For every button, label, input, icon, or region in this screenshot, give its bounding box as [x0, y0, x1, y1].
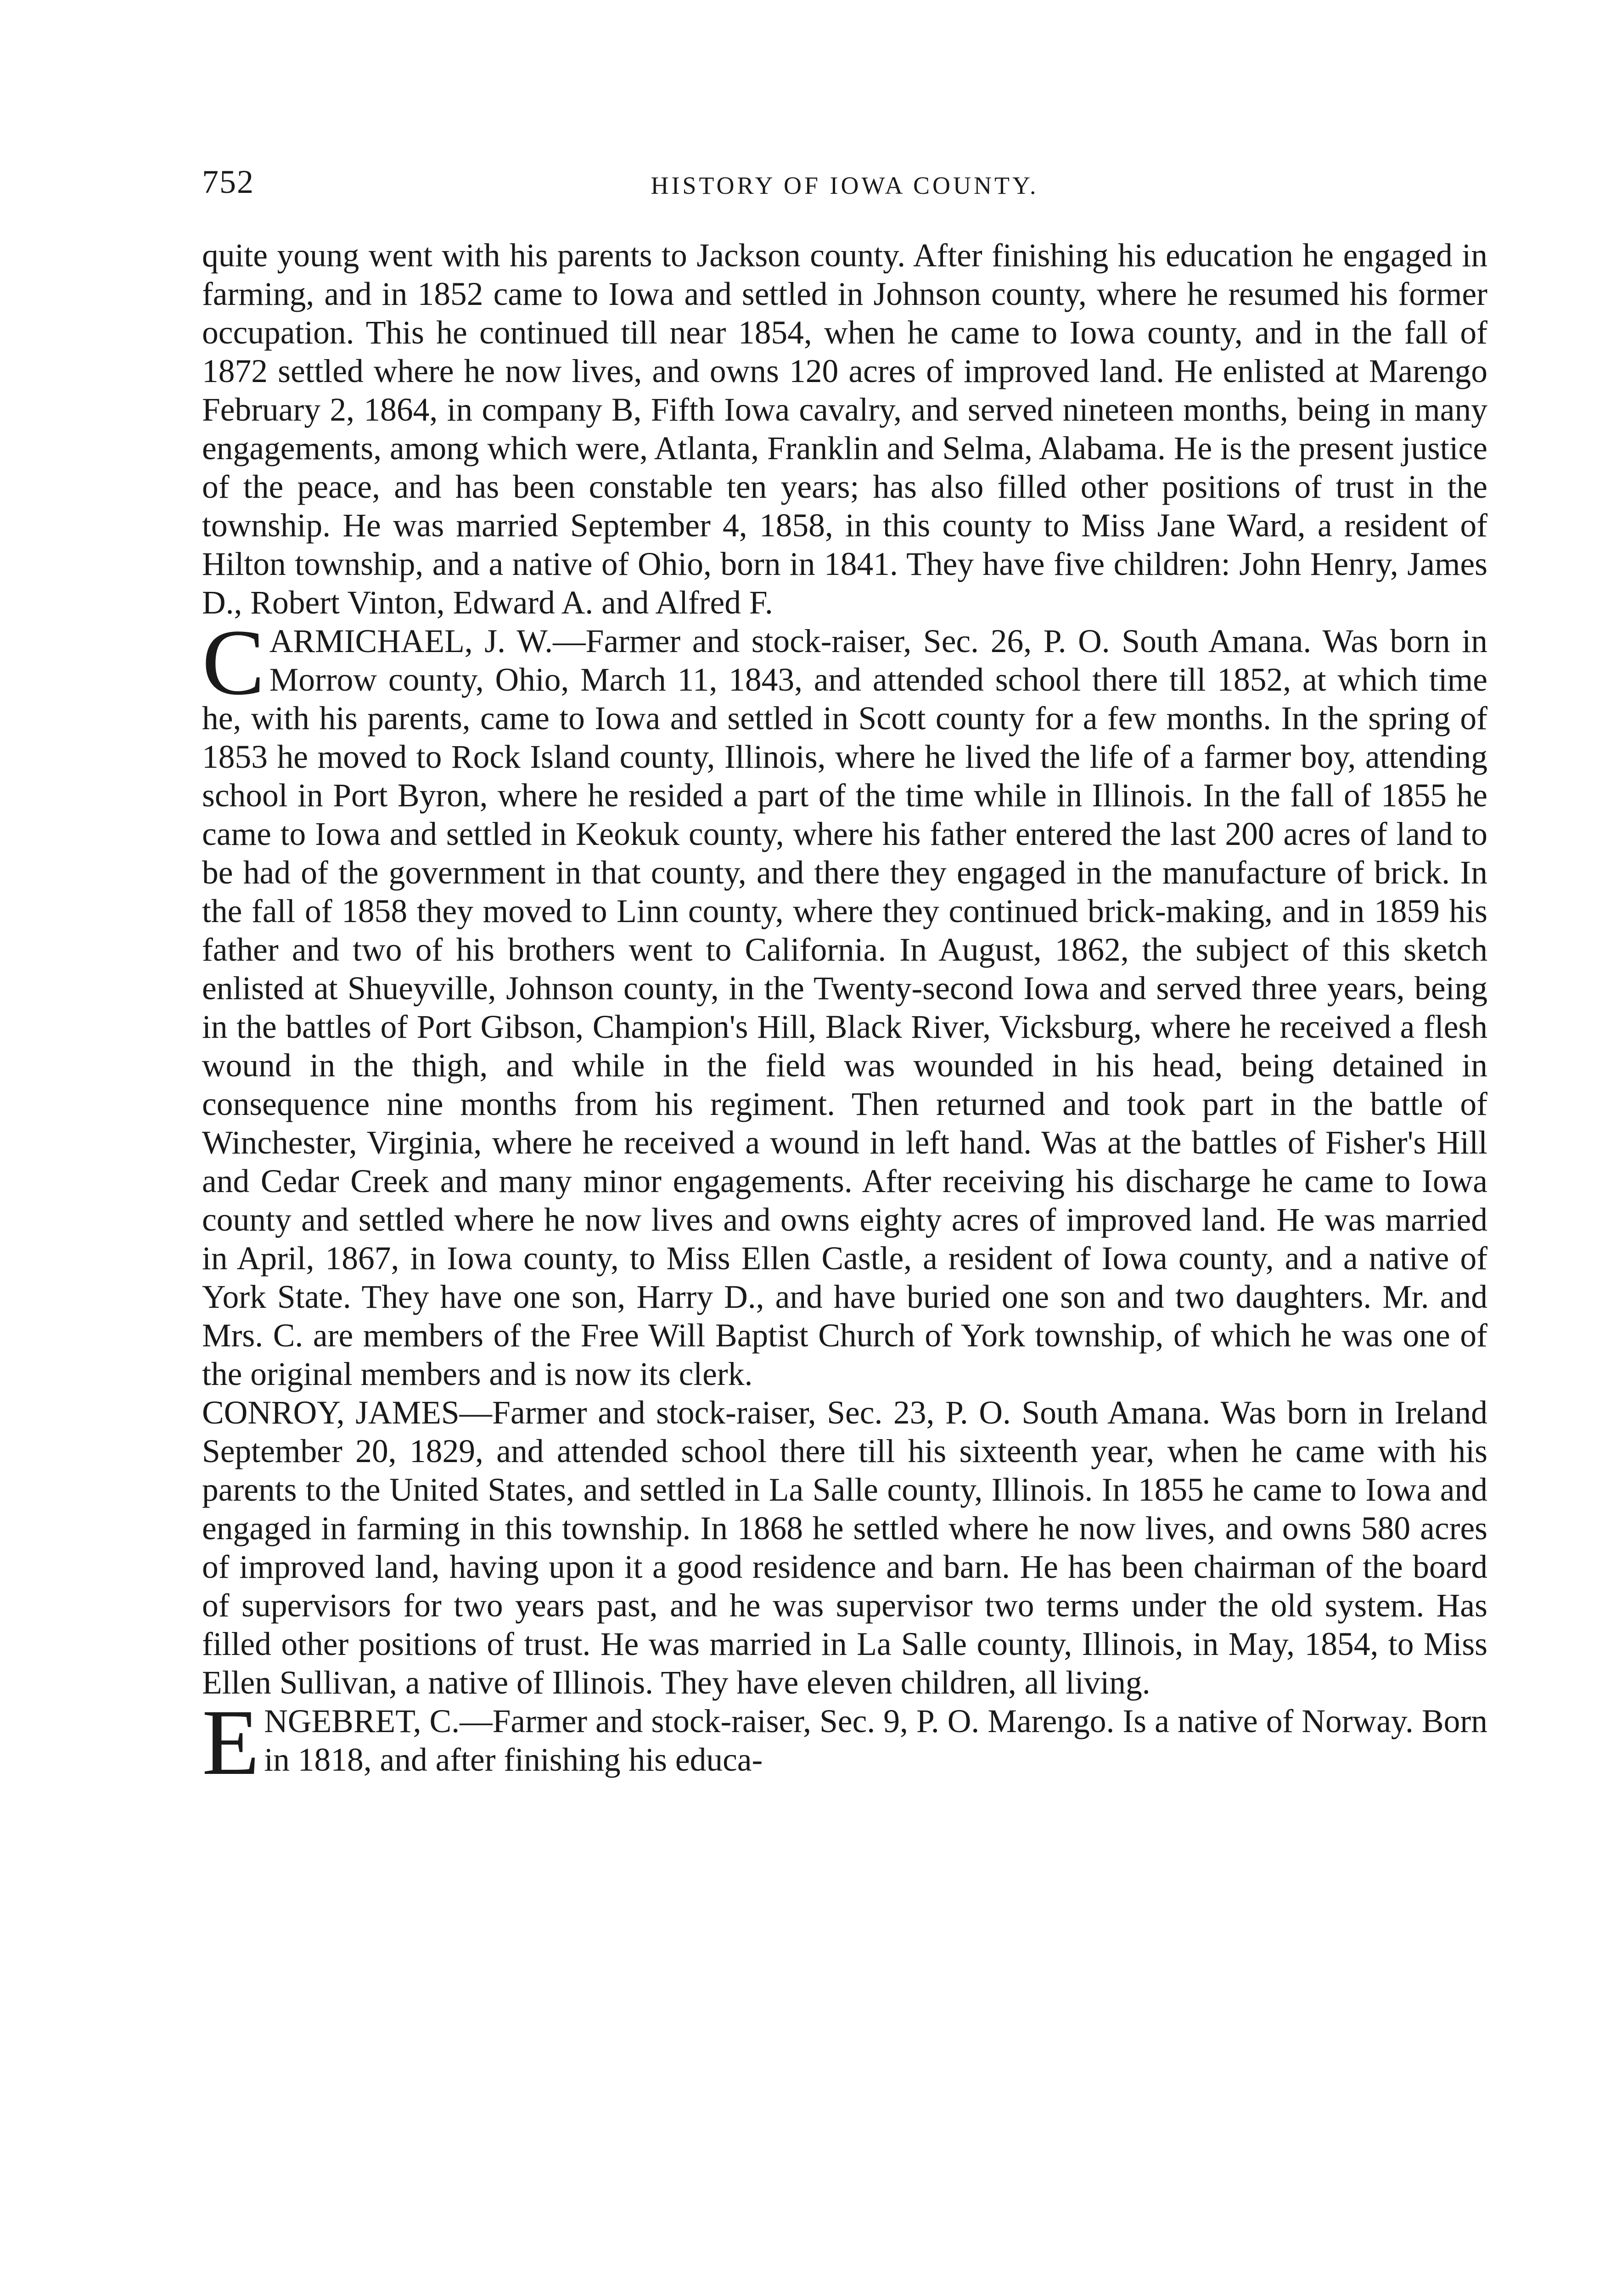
drop-cap-letter: C	[202, 610, 265, 715]
continuation-paragraph: quite young went with his parents to Jackson county. After finishing his education he engaged in farming, and in 1852 came to Iowa and settled in Johnson county, where he resumed his former occupation. This he continued till near 1854, when he came to Iowa county, and in the fall of 1872 settled where he now lives, and owns 120 acres of improved land. He enlisted at Marengo February 2, 1864, in company B, Fifth Iowa cavalry, and served nineteen months, being in many engagements, among which were, Atlanta, Franklin and Selma, Alabama. He is the present justice of the peace, and has been constable ten years; has also filled other positions of trust in the township. He was married September 4, 1858, in this county to Miss Jane Ward, a resident of Hilton township, and a native of Ohio, born in 1841. They have five children: John Henry, James D., Robert Vinton, Edward A. and Alfred F.	[202, 237, 1487, 621]
entry-text: NGEBRET, C.—Farmer and stock-raiser, Sec. 9, P. O. Marengo. Is a native of Norway. Born in 1818, and after finishing his educa-	[264, 1703, 1487, 1778]
page-number: 752	[202, 163, 254, 200]
book-page	[202, 163, 1487, 1795]
entry-text: CONROY, JAMES—Farmer and stock-raiser, Sec. 23, P. O. South Amana. Was born in Ireland September 20, 1829, and attended school there till his sixteenth year, when he came with his parents to the United States, and settled in La Salle county, Illinois. In 1855 he came to Iowa and engaged in farming in this township. In 1868 he settled where he now lives, and owns 580 acres of improved land, having upon it a good residence and barn. He has been chairman of the board of supervisors for two years past, and he was supervisor two terms under the old system. Has filled other positions of trust. He was married in La Salle county, Illinois, in May, 1854, to Miss Ellen Sullivan, a native of Illinois. They have eleven children, all living.	[202, 1395, 1487, 1701]
entry-carmichael	[202, 610, 1487, 1394]
entry-engebret	[202, 1690, 1487, 1795]
drop-cap-letter: E	[202, 1690, 260, 1795]
page-header	[202, 163, 1487, 218]
body-text	[202, 236, 1487, 1795]
entry-conroy	[202, 1394, 1487, 1702]
entry-text: ARMICHAEL, J. W.—Farmer and stock-raiser, Sec. 26, P. O. South Amana. Was born in Morrow county, Ohio, March 11, 1843, and attended school there till 1852, at which time he, with his parents, came to Iowa and settled in Scott county for a few months. In the spring of 1853 he moved to Rock Island county, Illinois, where he lived the life of a farmer boy, attending school in Port Byron, where he resided a part of the time while in Illinois. In the fall of 1855 he came to Iowa and settled in Keokuk county, where his father entered the last 200 acres of land to be had of the government in that county, and there they engaged in the manufacture of brick. In the fall of 1858 they moved to Linn county, where they continued brick-making, and in 1859 his father and two of his brothers went to California. In August, 1862, the subject of this sketch enlisted at Shueyville, Johnson county, in the Twenty-second Iowa and served three years, being in the battles of Port Gibson, Champion's Hill, Black River, Vicksburg, where he received a flesh wound in the thigh, and while in the field was wounded in his head, being detained in consequence nine months from his regiment. Then returned and took part in the battle of Winchester, Virginia, where he received a wound in left hand. Was at the battles of Fisher's Hill and Cedar Creek and many minor engagements. After receiving his discharge he came to Iowa county and settled where he now lives and owns eighty acres of improved land. He was married in April, 1867, in Iowa county, to Miss Ellen Castle, a resident of Iowa county, and a native of York State. They have one son, Harry D., and have buried one son and two daughters. Mr. and Mrs. C. are members of the Free Will Baptist Church of York township, of which he was one of the original members and is now its clerk.	[202, 623, 1487, 1392]
running-head: HISTORY OF IOWA COUNTY.	[651, 172, 1039, 199]
